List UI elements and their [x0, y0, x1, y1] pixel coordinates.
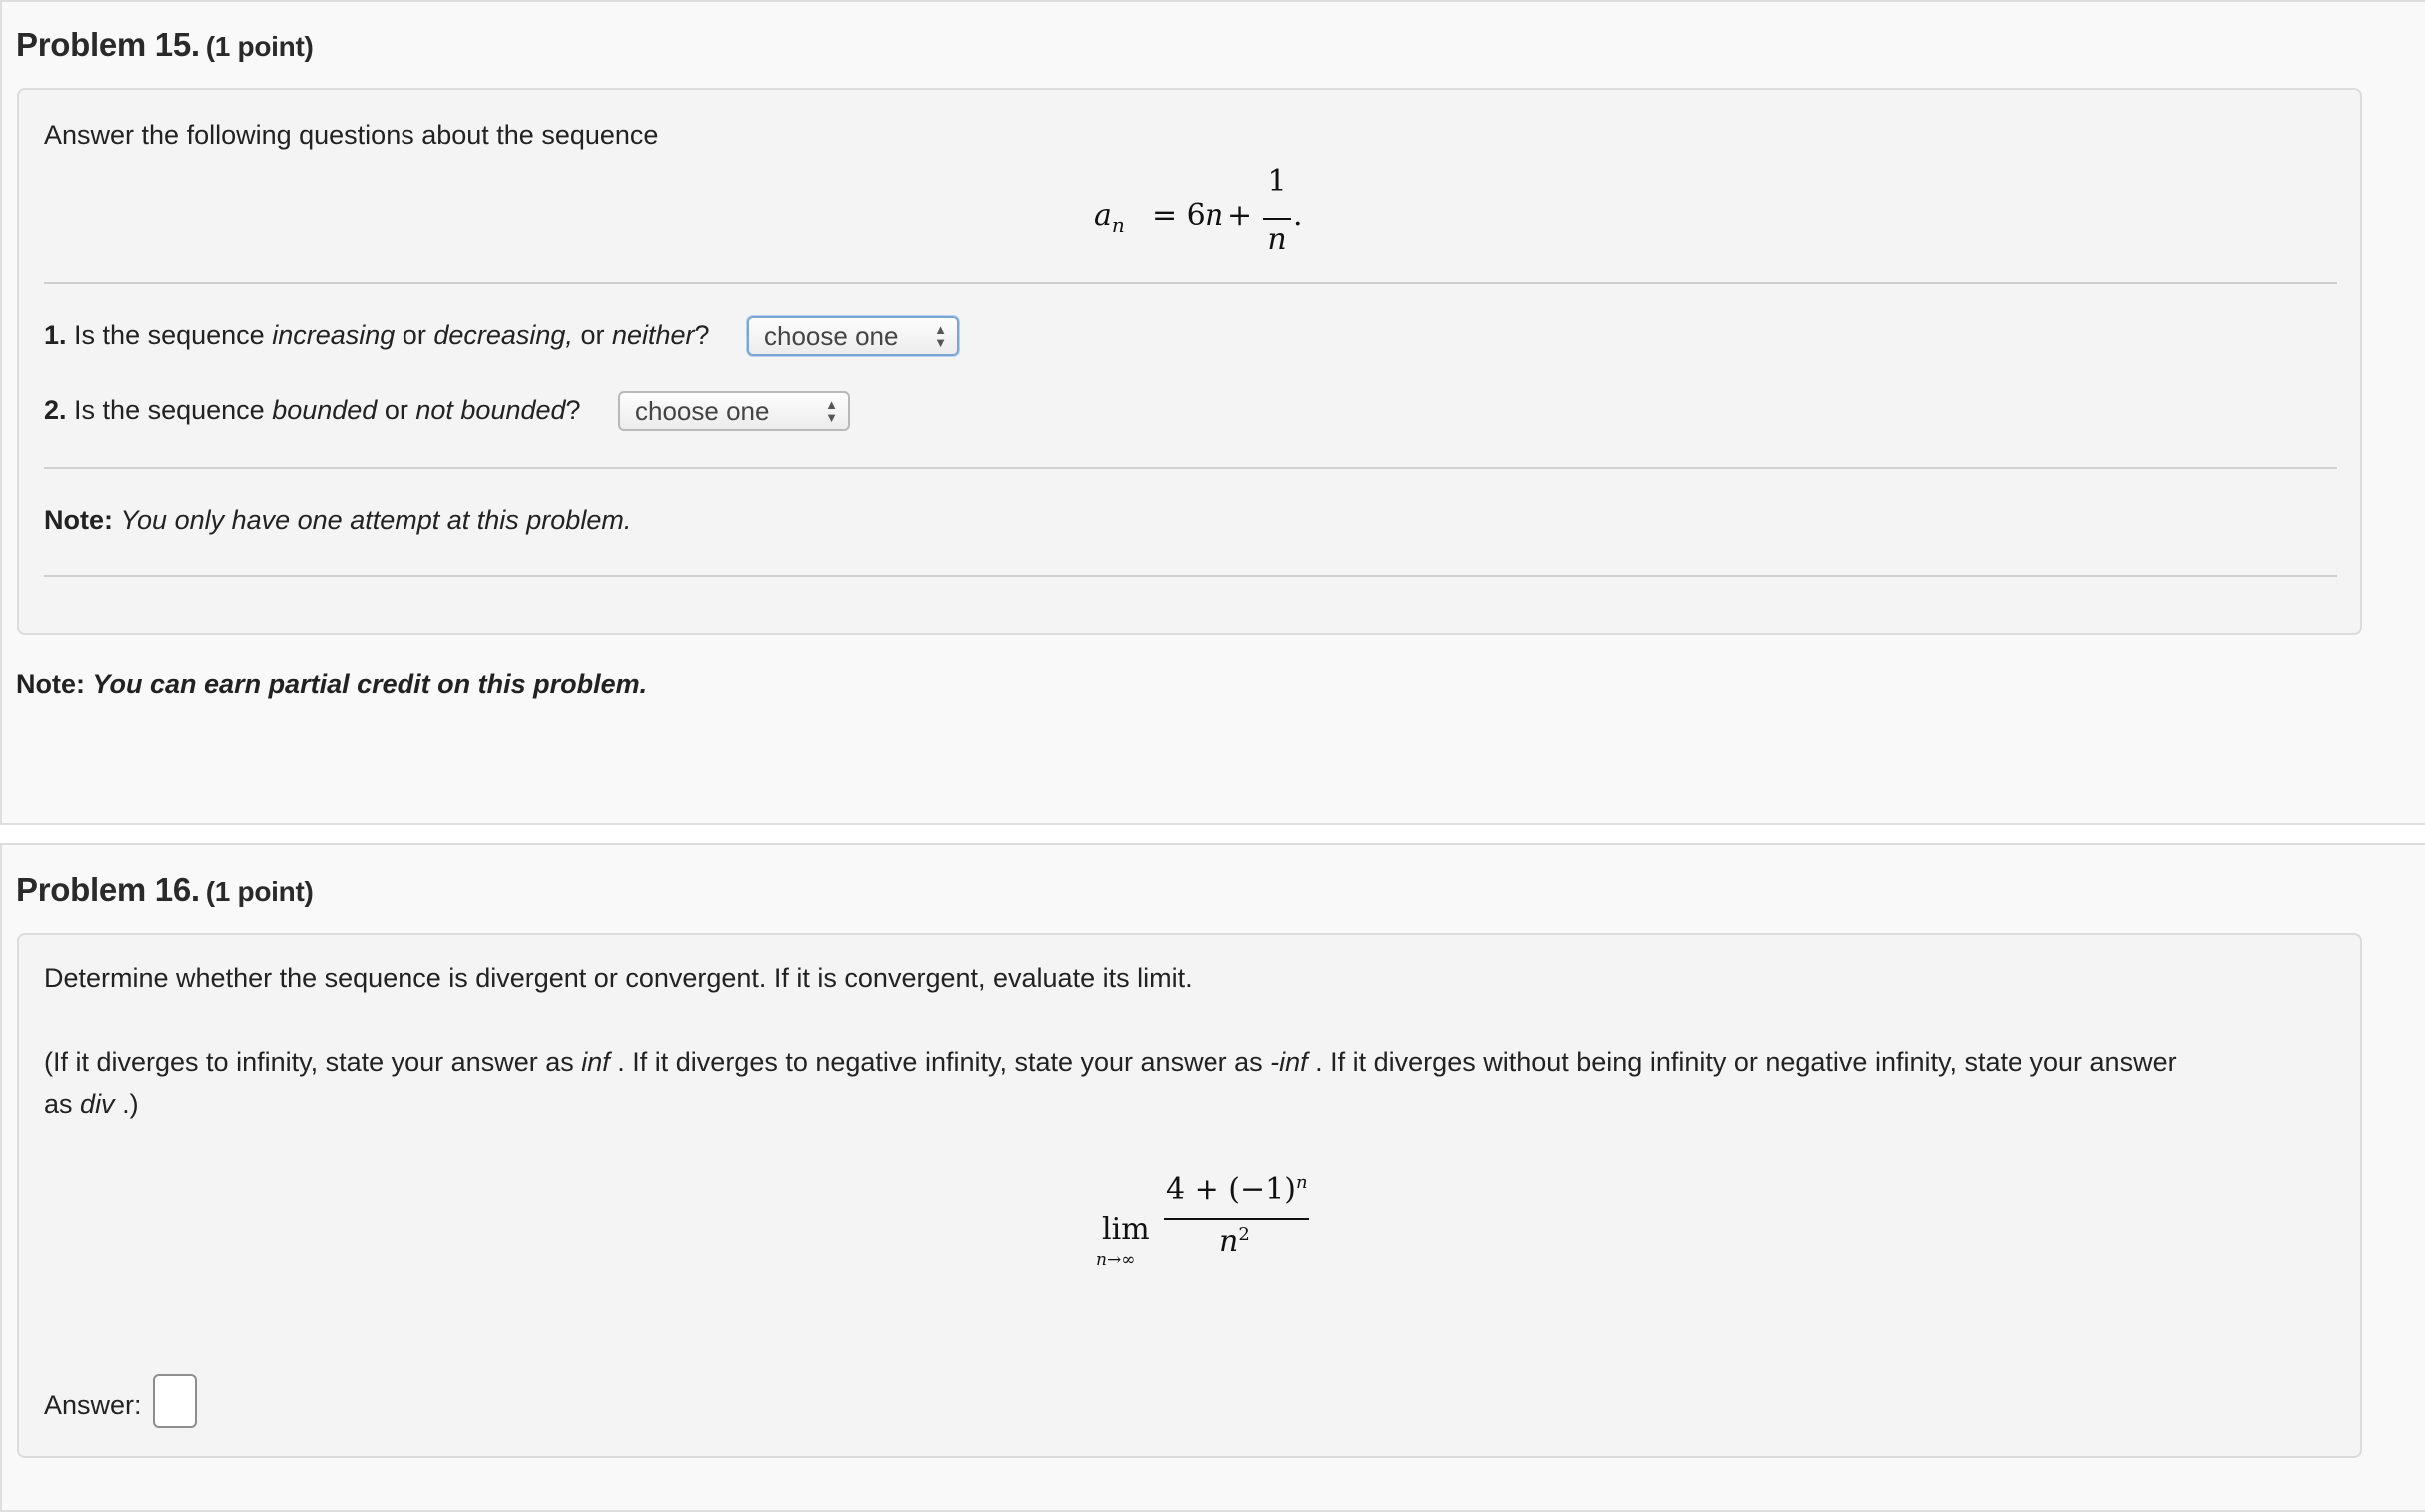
problem-points: (1 point) — [205, 31, 314, 62]
question-text: Is the sequence — [74, 395, 265, 425]
q2-select-value: choose one — [635, 396, 770, 426]
updown-arrows-icon: ▲ ▼ — [825, 397, 838, 425]
question-text: or — [384, 395, 408, 425]
instr-keyword-div: div — [80, 1089, 115, 1119]
formula-lhs-sub: n — [1111, 213, 1125, 237]
q1-select-value: choose one — [764, 321, 899, 351]
formula-eq: = 6 — [1152, 198, 1206, 233]
question-em: decreasing, — [433, 320, 573, 350]
answer-input[interactable] — [153, 1374, 197, 1428]
divider — [44, 467, 2337, 469]
note-text: You can earn partial credit on this problem. — [92, 669, 648, 699]
limit-formula — [1078, 1170, 1327, 1280]
updown-arrows-icon: ▲ ▼ — [934, 322, 947, 350]
question-number: 1. — [44, 320, 67, 350]
formula-plus: + — [1227, 198, 1253, 233]
problem-15-body — [17, 88, 2362, 635]
question-em: bounded — [272, 395, 378, 425]
problem-16-body — [17, 933, 2362, 1458]
instr-text: . If it diverges without being infinity or negative infinity, state your answer — [1315, 1047, 2177, 1077]
formula-frac-bar — [1263, 218, 1291, 220]
note-label: Note: — [44, 505, 113, 535]
question-text: or — [402, 320, 426, 350]
problem-title-text: Problem 16. — [16, 871, 200, 908]
answer-label: Answer: — [44, 1390, 142, 1420]
formula-period: . — [1293, 198, 1303, 233]
instr-text: .) — [122, 1089, 139, 1119]
frac-numerator: 4 + (−1) — [1166, 1172, 1296, 1207]
question-text: ? — [565, 395, 581, 425]
divider — [44, 282, 2337, 284]
instr-text: . If it diverges to negative infinity, state your answer as — [617, 1047, 1263, 1077]
sequence-formula — [1094, 164, 1313, 268]
divider — [44, 575, 2337, 577]
question-2 — [44, 395, 581, 426]
instr-keyword-neginf: -inf — [1270, 1047, 1308, 1077]
frac-num-exponent: n — [1295, 1172, 1308, 1193]
note-label: Note: — [16, 669, 85, 699]
frac-denominator: n — [1219, 1224, 1239, 1259]
problem-15-title — [16, 26, 314, 64]
note-text: You only have one attempt at this problem. — [120, 505, 632, 535]
formula-var: n — [1205, 198, 1224, 233]
problem-title-text: Problem 15. — [16, 26, 200, 63]
frac-den-exponent: 2 — [1238, 1224, 1250, 1245]
formula-lhs: a — [1094, 198, 1112, 233]
problem-16-title — [16, 871, 314, 909]
instructions-line-1 — [44, 1047, 2177, 1078]
instr-keyword-inf: inf — [581, 1047, 610, 1077]
question-text: Is the sequence — [74, 320, 265, 350]
problem-intro: Determine whether the sequence is divergent or convergent. If it is convergent, evaluate its limit. — [44, 963, 1193, 993]
question-em: not bounded — [415, 395, 566, 425]
attempt-note — [44, 505, 631, 536]
lim-subscript: n→∞ — [1096, 1250, 1136, 1270]
question-text: ? — [694, 320, 710, 350]
instr-text: as — [44, 1089, 73, 1119]
instr-text: (If it diverges to infinity, state your answer as — [44, 1047, 574, 1077]
question-em: neither — [611, 320, 695, 350]
question-number: 2. — [44, 395, 67, 425]
formula-frac-den: n — [1267, 222, 1287, 257]
problem-intro: Answer the following questions about the sequence — [44, 120, 659, 150]
problem-16-section — [0, 843, 2425, 1512]
instructions-line-2 — [44, 1089, 139, 1120]
lim-text: lim — [1102, 1212, 1150, 1247]
partial-credit-note — [16, 669, 647, 700]
limit-frac-bar — [1164, 1218, 1309, 1220]
question-em: increasing — [272, 320, 396, 350]
problem-points: (1 point) — [205, 876, 314, 907]
formula-frac-num: 1 — [1267, 164, 1287, 199]
question-text: or — [580, 320, 605, 350]
question-1 — [44, 320, 710, 351]
q2-select[interactable] — [618, 391, 850, 431]
q1-select[interactable] — [747, 316, 959, 356]
